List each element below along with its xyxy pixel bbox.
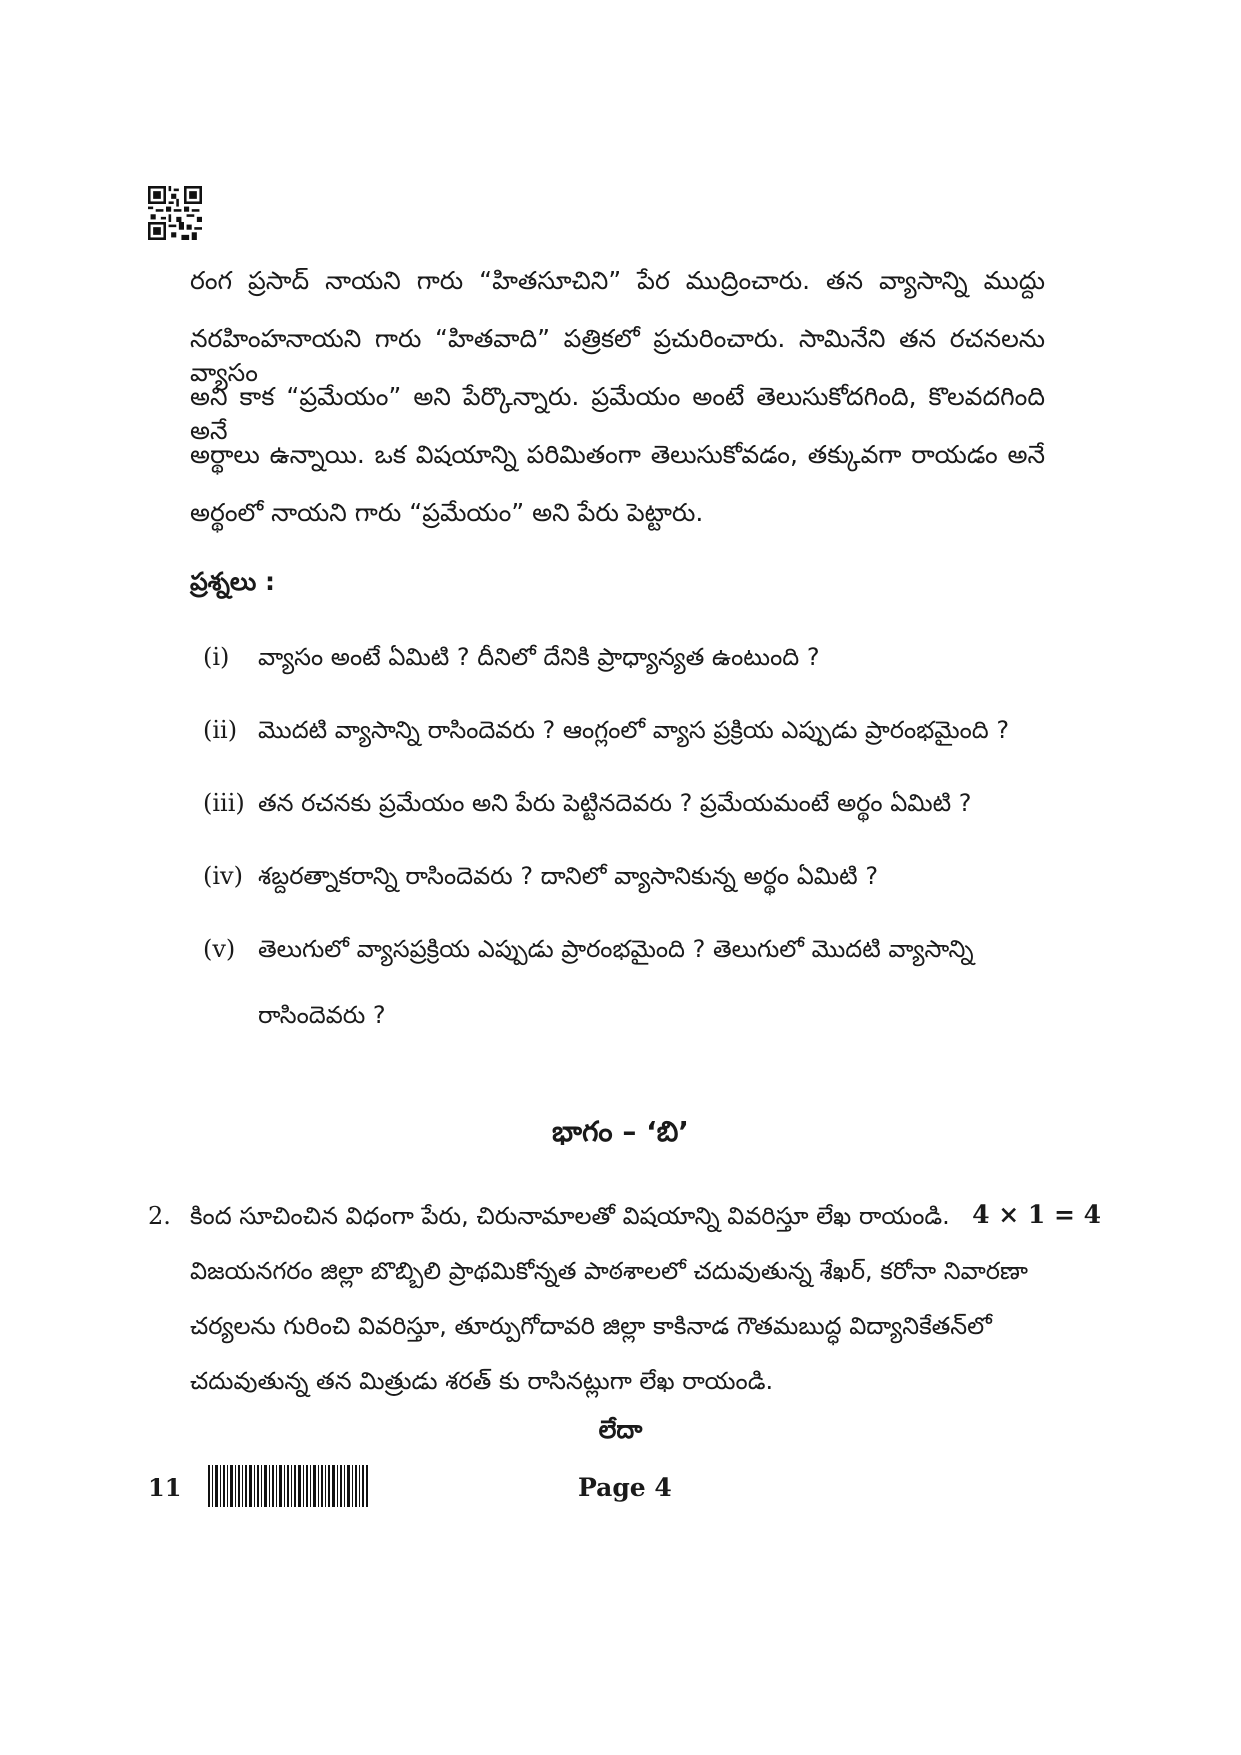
question-number: (ii) xyxy=(203,716,238,744)
question-2-marks: 4 × 1 = 4 xyxy=(972,1200,1101,1229)
question-2-line: విజయనగరం జిల్లా బొబ్బిలి ప్రాథమికోన్నత పాఠశాలలో చదువుతున్న శేఖర్, కరోనా నివారణా xyxy=(190,1257,1028,1285)
question-text: వ్యాసం అంటే ఏమిటి ? దీనిలో దేనికి ప్రాధ్యాన్యత ఉంటుంది ? xyxy=(258,643,820,671)
question-number: (v) xyxy=(203,935,236,963)
page-number: Page 4 xyxy=(578,1473,672,1502)
question-text: శబ్దరత్నాకరాన్ని రాసిందెవరు ? దానిలో వ్యాసానికున్న అర్థం ఏమిటి ? xyxy=(258,862,879,890)
question-2-line: చదువుతున్న తన మిత్రుడు శరత్ కు రాసినట్లుగా లేఖ రాయండి. xyxy=(190,1367,774,1395)
question-text: మొదటి వ్యాసాన్ని రాసిందెవరు ? ఆంగ్లంలో వ్యాస ప్రక్రియ ఎప్పుడు ప్రారంభమైంది ? xyxy=(258,716,1010,744)
qr-code xyxy=(148,186,202,240)
question-number: (iii) xyxy=(203,789,245,817)
question-text: తెలుగులో వ్యాసప్రక్రియ ఎప్పుడు ప్రారంభమైంది ? తెలుగులో మొదటి వ్యాసాన్ని xyxy=(258,935,974,963)
paper-code: 11 xyxy=(148,1473,182,1502)
barcode xyxy=(208,1465,368,1507)
question-2-line: చర్యలను గురించి వివరిస్తూ, తూర్పుగోదావరి జిల్లా కాకినాడ గౌతమబుద్ధ విద్యానికేతన్‌లో xyxy=(190,1312,992,1340)
question-2-number: 2. xyxy=(148,1202,171,1230)
passage-line-4: అర్థాలు ఉన్నాయి. ఒక విషయాన్ని పరిమితంగా తెలుసుకోవడం, తక్కువగా రాయడం అనే xyxy=(190,440,1045,469)
or-text: లేదా xyxy=(598,1415,643,1444)
section-title: భాగం – ‘బి’ xyxy=(552,1115,689,1148)
question-text: తన రచనకు ప్రమేయం అని పేరు పెట్టినదెవరు ? ప్రమేయమంటే అర్థం ఏమిటి ? xyxy=(258,789,972,817)
question-number: (iv) xyxy=(203,862,243,890)
passage-line-1: రంగ ప్రసాద్ నాయని గారు “హితసూచిని” పేర ముద్రించారు. తన వ్యాసాన్ని ముద్దు xyxy=(190,266,1045,295)
question-number: (i) xyxy=(203,643,230,671)
question-text: రాసిందెవరు ? xyxy=(258,1001,386,1029)
passage-line-5: అర్థంలో నాయని గారు “ప్రమేయం” అని పేరు పెట్టారు. xyxy=(190,498,704,527)
questions-heading: ప్రశ్నలు : xyxy=(190,567,276,596)
passage-line-2: నరహింహనాయని గారు “హితవాది” పత్రికలో ప్రచురించారు. సామినేని తన రచనలను వ్యాసం xyxy=(190,324,1045,387)
question-2-line: కింద సూచించిన విధంగా పేరు, చిరునామాలతో విషయాన్ని వివరిస్తూ లేఖ రాయండి. xyxy=(190,1202,950,1230)
passage-line-3: అని కాక “ప్రమేయం” అని పేర్కొన్నారు. ప్రమేయం అంటే తెలుసుకోదగింది, కొలవదగింది అనే xyxy=(190,382,1045,445)
